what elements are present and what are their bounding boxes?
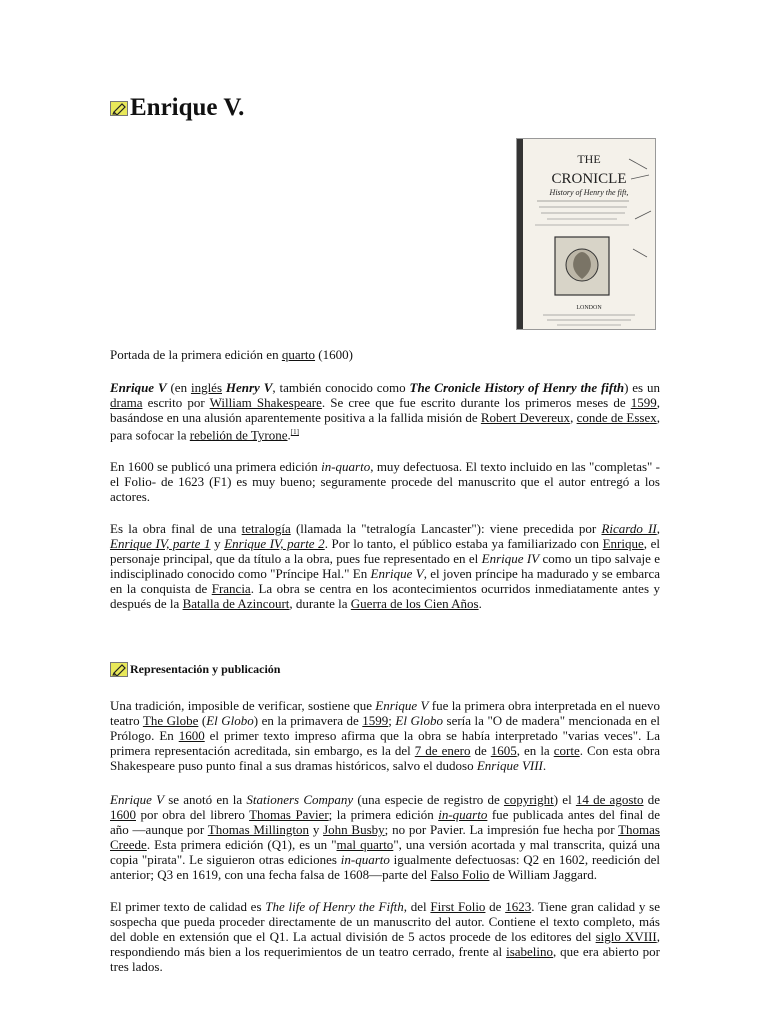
link-devereux[interactable]: Robert Devereux <box>480 410 571 425</box>
image-caption <box>110 347 353 363</box>
bold-title-enrique: Enrique V <box>110 380 167 395</box>
text: ) es un <box>624 380 660 395</box>
text: escrito por <box>142 395 210 410</box>
text: de William Jaggard. <box>489 867 597 882</box>
link-isabelino[interactable]: isabelino <box>506 944 554 959</box>
text: el primer texto impreso afirma que la obra se había interpretado "varias veces". La primera representación acreditada, sin embargo, es la del <box>110 728 660 758</box>
link-text: Enrique IV, parte 2 <box>224 536 325 551</box>
text: de <box>470 743 491 758</box>
text: ; <box>388 713 396 728</box>
text: ( <box>198 713 207 728</box>
link-1600[interactable]: 1600 <box>110 807 136 822</box>
text: . La obra se centra en los acontecimientos ocurridos inmediatamente antes y después de la <box>110 581 660 611</box>
text: ) el <box>553 792 576 807</box>
link-globe[interactable]: The Globe <box>142 713 199 728</box>
text: . <box>542 758 547 773</box>
link-enrique-iv-1[interactable] <box>110 536 210 551</box>
text: y <box>210 536 225 551</box>
text: (llamada la "tetralogía Lancaster"): viene precedida por <box>290 521 602 536</box>
italic-text: Enrique IV <box>481 551 540 566</box>
text: , respondiendo más bien a los requerimientos de un teatro cerrado, frente al <box>110 929 661 959</box>
edition-paragraph <box>110 459 660 504</box>
link-shakespeare[interactable]: William Shakespeare <box>209 395 322 410</box>
link-siglo-xviii[interactable]: siglo XVIII <box>595 929 657 944</box>
link-enrique[interactable]: Enrique <box>602 536 644 551</box>
text: , <box>570 410 577 425</box>
text: igualmente defectuosas: Q2 en 1602, reedición del anterior; Q3 en 1619, con una fecha falsa de 1608—parte del <box>110 852 660 882</box>
text: . Esta primera edición (Q1), es un " <box>146 837 337 852</box>
text: fue la primera obra interpretada en el nuevo teatro <box>110 698 661 728</box>
text: de <box>485 899 506 914</box>
link-quarto[interactable]: quarto <box>281 347 316 362</box>
link-drama[interactable]: drama <box>110 395 143 410</box>
bold-title-henry: Henry V <box>225 380 273 395</box>
text: . Por lo tanto, el público estaba ya familiarizado con <box>324 536 603 551</box>
link-text: in-quarto <box>438 807 488 822</box>
text: En 1600 se publicó una primera edición <box>110 459 322 474</box>
image-line-history: History of Henry the fift, <box>549 188 629 197</box>
text: de <box>643 792 660 807</box>
text: (una especie de registro de <box>353 792 504 807</box>
text: , del <box>403 899 431 914</box>
link-copyright[interactable]: copyright <box>503 792 554 807</box>
link-enrique-iv-2[interactable] <box>224 536 324 551</box>
bold-title-cronicle: The Cronicle History of Henry the fifth <box>409 380 625 395</box>
link-essex[interactable]: conde de Essex <box>576 410 657 425</box>
text: , muy defectuosa. El texto incluido en las "completas" - el Folio- de 1623 (F1) es muy bueno; seguramente procede del manuscrito que el autor entregó a los actores. <box>110 459 660 504</box>
text: como un tipo salvaje e indisciplinado conocido como "Príncipe Hal." En <box>110 551 660 581</box>
text: . <box>478 596 482 611</box>
edit-section-icon[interactable] <box>110 101 128 116</box>
text: , el personaje principal, que da título a la obra, pues fue representado en el <box>110 536 661 566</box>
edit-section-icon[interactable] <box>110 662 128 677</box>
text: ", una versión acortada y mal transcrita, quizá una copia "pirata". Le siguieron otras ediciones <box>110 837 660 867</box>
link-text: Enrique IV, parte 1 <box>110 536 211 551</box>
text: Una tradición, imposible de verificar, sostiene que <box>110 698 376 713</box>
text: . <box>287 427 291 443</box>
italic-text: El Globo <box>395 713 443 728</box>
link-creede[interactable]: Thomas Creede <box>110 822 660 852</box>
footnote-link[interactable]: [1] <box>290 428 299 436</box>
section-heading: Representación y publicación <box>130 662 281 676</box>
link-1599[interactable]: 1599 <box>362 713 389 728</box>
link-1600[interactable]: 1600 <box>178 728 205 743</box>
caption-text: Portada de la primera edición en <box>110 347 282 362</box>
italic-text: The life of Henry the Fifth <box>265 899 404 914</box>
text: . Se cree que fue escrito durante los primeros meses de <box>321 395 631 410</box>
link-7-enero[interactable]: 7 de enero <box>414 743 471 758</box>
tradition-paragraph <box>110 698 660 773</box>
image-line-london: LONDON <box>576 305 602 311</box>
text: , durante la <box>289 596 351 611</box>
link-in-quarto[interactable] <box>438 807 487 822</box>
italic-text: in-quarto <box>340 852 390 867</box>
title-page-drawing <box>517 139 656 330</box>
link-francia[interactable]: Francia <box>211 581 251 596</box>
text: , el joven príncipe ha madurado y se embarca en la conquista de <box>110 566 661 596</box>
text: ) en la primavera de <box>253 713 363 728</box>
text: . Con esta obra Shakespeare puso punto final a sus dramas históricos, salvo el dudoso <box>110 743 661 773</box>
italic-text: in-quarto <box>321 459 371 474</box>
link-ricardo-ii[interactable] <box>601 521 656 536</box>
link-14-agosto[interactable]: 14 de agosto <box>575 792 644 807</box>
caption-tail: (1600) <box>315 347 353 362</box>
link-falso-folio[interactable]: Falso Folio <box>430 867 490 882</box>
intro-paragraph <box>110 380 660 442</box>
link-ingles[interactable]: inglés <box>190 380 223 395</box>
text: Es la obra final de una <box>110 521 242 536</box>
italic-text: Enrique V <box>370 566 424 581</box>
link-busby[interactable]: John Busby <box>323 822 385 837</box>
tetralogy-paragraph <box>110 521 660 611</box>
link-1605[interactable]: 1605 <box>490 743 517 758</box>
image-line-cronicle: CRONICLE <box>551 171 627 187</box>
text: sería la "O de madera" mencionada en el Prólogo. En <box>110 713 660 743</box>
link-first-folio[interactable]: First Folio <box>430 899 486 914</box>
italic-text: Enrique V <box>110 792 165 807</box>
text: por obra del librero <box>136 807 250 822</box>
image-line-the: THE <box>577 152 601 166</box>
italic-text: El Globo <box>206 713 254 728</box>
link-tyrone[interactable]: rebelión de Tyrone <box>189 427 288 443</box>
section-heading-row <box>110 662 280 677</box>
italic-text: Enrique VIII <box>476 758 543 773</box>
title-page-image[interactable] <box>516 138 656 330</box>
text: se anotó en la <box>164 792 247 807</box>
link-cien-anos[interactable]: Guerra de los Cien Años <box>350 596 479 611</box>
link-tetralogia[interactable]: tetralogía <box>241 521 291 536</box>
link-mal-quarto[interactable]: mal quarto <box>336 837 394 852</box>
text: , que era abierto por tres lados. <box>110 944 660 974</box>
link-azincourt[interactable]: Batalla de Azincourt <box>182 596 290 611</box>
title-row <box>110 94 244 122</box>
folio-paragraph <box>110 899 660 974</box>
text: y <box>309 822 324 837</box>
text: El primer texto de calidad es <box>110 899 266 914</box>
text: ; la primera edición <box>328 807 439 822</box>
text: , <box>656 521 661 536</box>
link-pavier[interactable]: Thomas Pavier <box>249 807 329 822</box>
text: (en <box>166 380 191 395</box>
italic-text: Stationers Company <box>246 792 354 807</box>
link-text: Ricardo II <box>601 521 657 536</box>
link-corte[interactable]: corte <box>553 743 580 758</box>
italic-text: Enrique V <box>375 698 429 713</box>
link-1623[interactable]: 1623 <box>505 899 532 914</box>
page-title: Enrique V. <box>130 94 245 121</box>
text: ; no por Pavier. La impresión fue hecha por <box>384 822 619 837</box>
text: . Tiene gran calidad y se sospecha que pueda proceder directamente de un manuscrito del autor. Contiene el texto completo, más del doble en extensión que el Q1. La actual división de 5 actos procede de los editores del <box>110 899 660 944</box>
text: , también conocido como <box>272 380 410 395</box>
text: , para sofocar la <box>110 410 660 443</box>
link-1599[interactable]: 1599 <box>630 395 657 410</box>
text: fue publicada antes del final de año —aunque por <box>110 807 661 837</box>
text: , en la <box>516 743 554 758</box>
text: , basándose en una alusión aparentemente positiva a la fallida misión de <box>110 395 661 425</box>
stationers-paragraph <box>110 792 660 882</box>
link-millington[interactable]: Thomas Millington <box>207 822 310 837</box>
